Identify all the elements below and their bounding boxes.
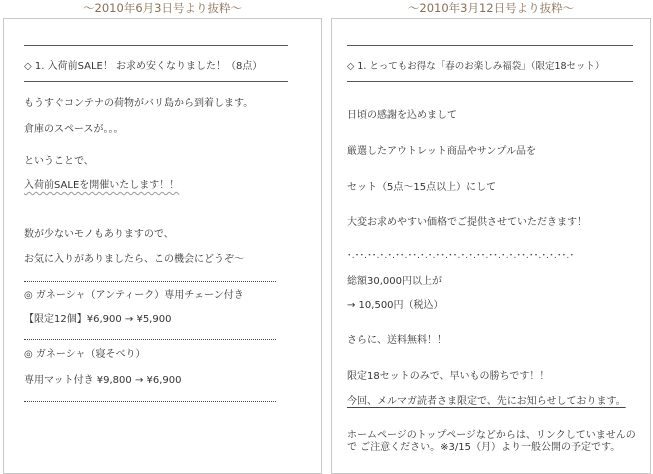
- text-line: 大変お求めやすい価格でご提供させていただきます！: [347, 217, 587, 228]
- product-name: ◎ ガネーシャ（アンティーク）専用チェーン付き: [24, 290, 244, 301]
- right-section-title: ◇ 1. とってもお得な「春のお楽しみ福袋」（限定18セット）: [347, 61, 605, 72]
- subscriber-notice: 今回、メルマガ読者さま限定で、先にお知らせしております。: [347, 396, 626, 407]
- right-panel-heading: ～2010年3月12日号より抜粋～: [407, 1, 575, 15]
- right-newsletter-panel: [331, 18, 651, 474]
- text-line: セット（5点～15点以上）にして: [347, 182, 497, 193]
- dotted-divider: [24, 339, 276, 340]
- product-price: 【限定12個】¥6,900 → ¥5,900: [24, 314, 172, 325]
- limited-notice: 限定18セットのみで、早いもの勝ちです！！: [347, 371, 550, 382]
- title-rule-bottom: [24, 81, 288, 82]
- left-panel-heading: ～2010年6月3日号より抜粋～: [83, 1, 242, 15]
- set-price: → 10,500円（税込）: [347, 300, 444, 311]
- free-shipping: さらに、送料無料！！: [347, 335, 447, 346]
- title-rule-top: [347, 45, 633, 46]
- dotted-divider: [24, 401, 276, 402]
- text-line: 厳選したアウトレット商品やサンプル品を: [347, 146, 536, 157]
- left-newsletter-panel: [3, 18, 322, 474]
- text-line: 数が少ないモノもありますので、: [24, 229, 174, 240]
- title-rule-top: [24, 45, 288, 46]
- text-line: 倉庫のスペースが。。。: [24, 124, 124, 135]
- text-line: ということで、: [24, 156, 94, 167]
- decorative-separator: ･.･･.･･.･.･.･･.･･.･.･.･･.･･.･.･.･･.･･.･.･.･･.･･.･.･.･･.･: [347, 251, 575, 261]
- text-line: もうすぐコンテナの荷物がバリ島から到着します。: [24, 98, 254, 109]
- product-price: 専用マット付き ¥9,800 → ¥6,900: [24, 375, 182, 386]
- text-line: 日頃の感謝を込めまして: [347, 110, 457, 121]
- sale-announcement: 入荷前SALEを開催いたします！！: [24, 180, 180, 191]
- total-value: 総額30,000円以上が: [347, 276, 442, 287]
- product-name: ◎ ガネーシャ（寝そべり）: [24, 349, 146, 360]
- title-rule-bottom: [347, 81, 633, 82]
- dotted-divider: [24, 281, 276, 282]
- text-line: お気に入りがありましたら、この機会にどうぞ～: [24, 254, 244, 265]
- public-release-note: ホームページのトップページなどからは、リンクしていませんので ご注意ください。※3/15（月）より一般公開の予定です。: [347, 430, 636, 453]
- left-section-title: ◇ 1. 入荷前SALE！ お求め安くなりました！（8点）: [24, 61, 263, 72]
